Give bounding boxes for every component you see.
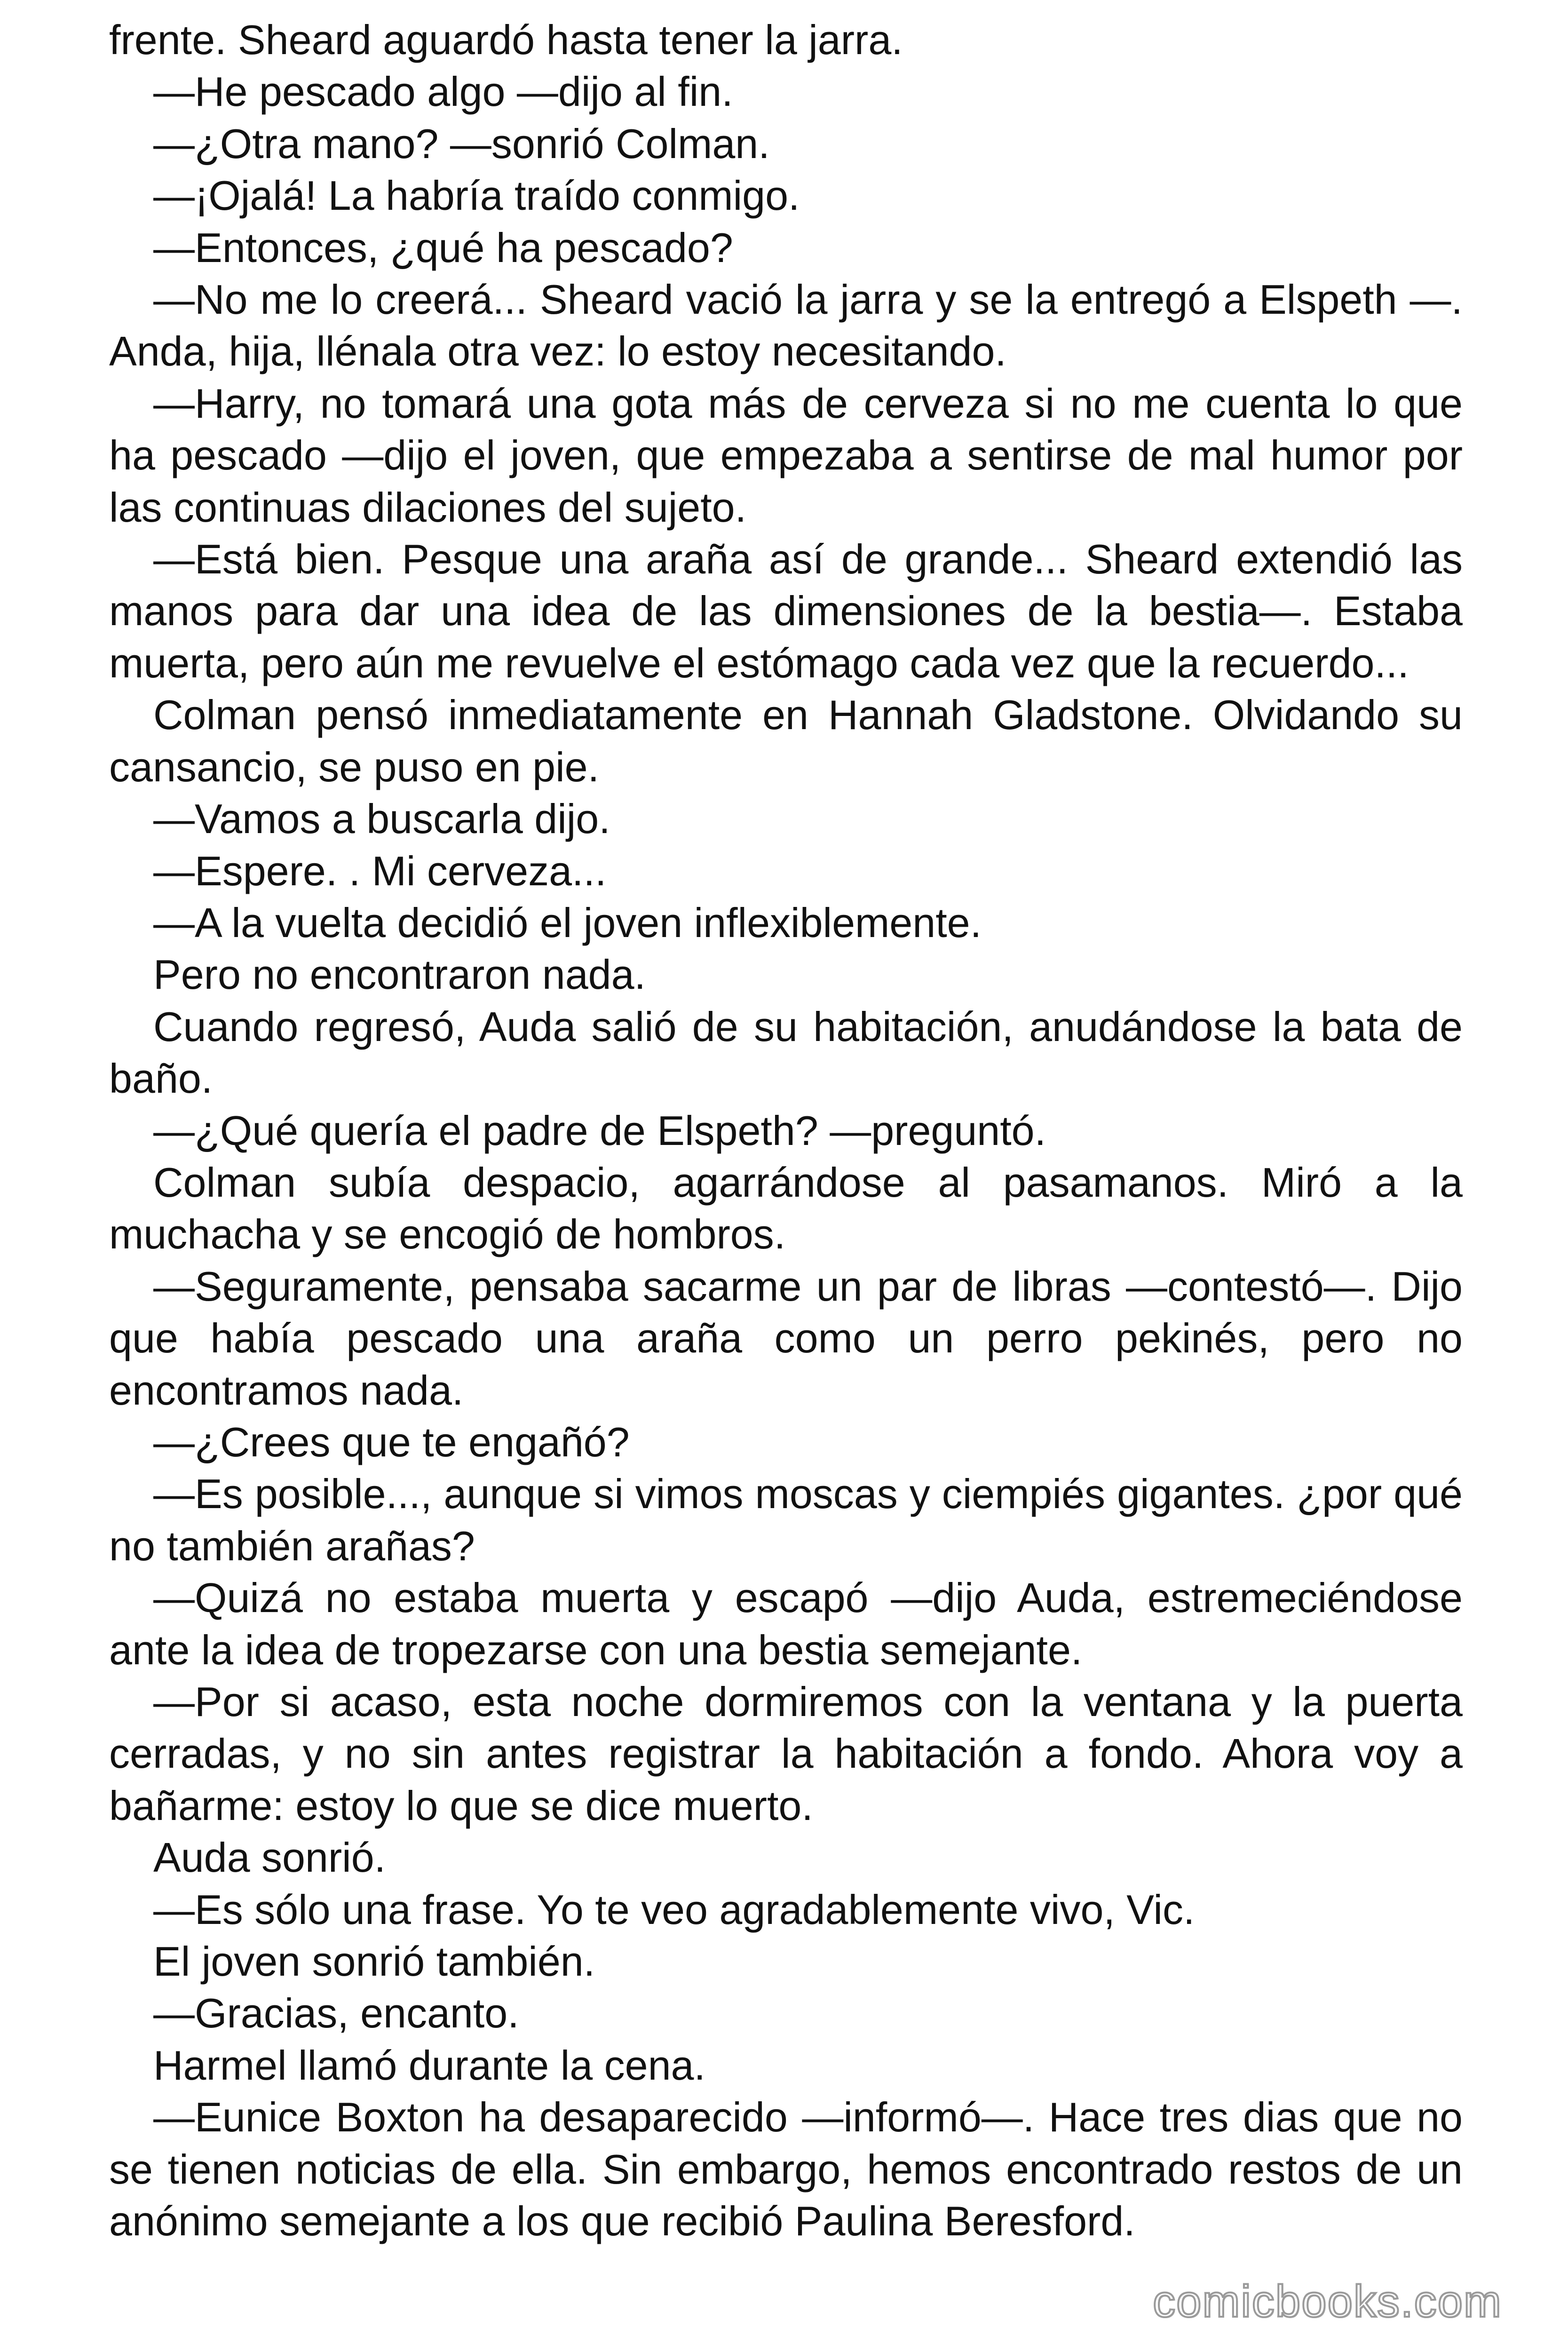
paragraph: Cuando regresó, Auda salió de su habitación, anudándose la bata de baño. — [109, 1003, 1463, 1102]
watermark: comicbooks.com — [1153, 2276, 1502, 2327]
paragraph: —Seguramente, pensaba sacarme un par de libras —contestó—. Dijo que había pescado una araña como un perro pekinés, pero no encontramos nada. — [109, 1263, 1463, 1414]
paragraph: —¿Qué quería el padre de Elspeth? —preguntó. — [153, 1107, 1046, 1154]
paragraph: —Quizá no estaba muerta y escapó —dijo Auda, estremeciéndose ante la idea de tropezarse con una bestia semejante. — [109, 1574, 1463, 1673]
paragraph: frente. Sheard aguardó hasta tener la jarra. — [109, 16, 903, 63]
paragraph: —Harry, no tomará una gota más de cerveza si no me cuenta lo que ha pescado —dijo el joven, que empezaba a sentirse de mal humor por las continuas dilaciones del sujeto. — [109, 380, 1463, 531]
paragraph: —Espere. . Mi cerveza... — [153, 847, 607, 894]
paragraph: Pero no encontraron nada. — [153, 951, 646, 998]
paragraph: —Vamos a buscarla dijo. — [153, 795, 610, 842]
paragraph: —Eunice Boxton ha desaparecido —informó—. Hace tres dias que no se tienen noticias de ella. Sin embargo, hemos encontrado restos de un anónimo semejante a los que recibió Paulina Beresford. — [109, 2094, 1463, 2245]
paragraph: —¿Otra mano? —sonrió Colman. — [153, 120, 770, 167]
paragraph: —He pescado algo —dijo al fin. — [153, 68, 733, 115]
page-text — [109, 14, 1463, 2247]
paragraph: Colman subía despacio, agarrándose al pasamanos. Miró a la muchacha y se encogió de hombros. — [109, 1159, 1463, 1258]
paragraph: Harmel llamó durante la cena. — [153, 2042, 705, 2089]
paragraph: —Por si acaso, esta noche dormiremos con la ventana y la puerta cerradas, y no sin antes registrar la habitación a fondo. Ahora voy a bañarme: estoy lo que se dice muerto. — [109, 1678, 1463, 1829]
paragraph: —Es sólo una frase. Yo te veo agradablemente vivo, Vic. — [153, 1886, 1195, 1933]
paragraph: El joven sonrió también. — [153, 1938, 595, 1985]
paragraph: —Entonces, ¿qué ha pescado? — [153, 224, 733, 271]
paragraph: —No me lo creerá... Sheard vació la jarra y se la entregó a Elspeth —. Anda, hija, llénala otra vez: lo estoy necesitando. — [109, 276, 1463, 375]
paragraph: —Gracias, encanto. — [153, 1990, 519, 2037]
paragraph: —¿Crees que te engañó? — [153, 1418, 630, 1465]
paragraph: Colman pensó inmediatamente en Hannah Gladstone. Olvidando su cansancio, se puso en pie. — [109, 691, 1463, 790]
paragraph: Auda sonrió. — [153, 1834, 386, 1881]
paragraph: —Está bien. Pesque una araña así de grande... Sheard extendió las manos para dar una idea de las dimensiones de la bestia—. Estaba muerta, pero aún me revuelve el estómago cada vez que la recuerdo... — [109, 536, 1463, 686]
paragraph: —A la vuelta decidió el joven inflexiblemente. — [153, 899, 982, 946]
paragraph: —Es posible..., aunque si vimos moscas y ciempiés gigantes. ¿por qué no también arañas? — [109, 1470, 1463, 1569]
paragraph: —¡Ojalá! La habría traído conmigo. — [153, 172, 800, 219]
